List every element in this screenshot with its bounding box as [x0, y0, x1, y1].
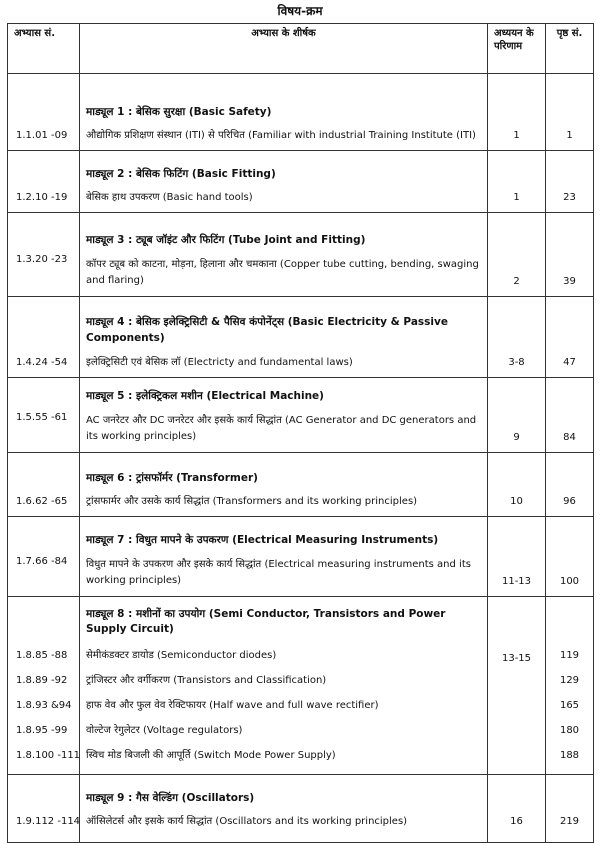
exercise-number: 1.2.10 -19 [8, 151, 80, 213]
page-number: 119 [559, 650, 580, 661]
module-row [8, 775, 594, 843]
module-cell [80, 453, 488, 517]
module-heading: माड्यूल 3 : ट्यूब जॉइंट और फिटिंग (Tube Joint and Fitting) [86, 233, 366, 246]
module-row [8, 517, 594, 597]
exercise-number: 1.5.55 -61 [8, 378, 80, 453]
module-row [8, 213, 594, 297]
page-number: 1 [546, 74, 594, 151]
page-number: 188 [559, 750, 580, 761]
module-cell [80, 151, 488, 213]
header-learning-outcome: अध्ययन के परिणाम [488, 24, 546, 74]
exercise-number: 1.6.62 -65 [8, 453, 80, 517]
module-row [8, 297, 594, 378]
module-cell [80, 597, 488, 775]
learning-outcome: 1 [488, 74, 546, 151]
page-number: 219 [546, 775, 594, 843]
module-heading: माड्यूल 6 : ट्रांसफॉर्मर (Transformer) [86, 472, 258, 485]
module-heading: माड्यूल 2 : बेसिक फिटिंग (Basic Fitting) [86, 168, 276, 181]
module-cell [80, 517, 488, 597]
page-number: 47 [546, 297, 594, 378]
learning-outcome: 2 [488, 213, 546, 297]
module-cell [80, 378, 488, 453]
page-number: 165 [559, 700, 580, 711]
module-heading: माड्यूल 7 : विधुत मापने के उपकरण (Electrical Measuring Instruments) [86, 533, 439, 546]
module-row [8, 151, 594, 213]
learning-outcome: 9 [488, 378, 546, 453]
page-number: 96 [546, 453, 594, 517]
module-row [8, 378, 594, 453]
subject-text: वोल्टेज रेगुलेटर (Voltage regulators) [86, 725, 243, 736]
learning-outcome: 16 [488, 775, 546, 843]
exercise-number: 1.4.24 -54 [8, 297, 80, 378]
module-cell [80, 297, 488, 378]
learning-outcome: 3-8 [488, 297, 546, 378]
learning-outcome: 1 [488, 151, 546, 213]
subject-text: बेसिक हाथ उपकरण (Basic hand tools) [86, 191, 253, 203]
contents-table [7, 23, 594, 843]
page-number-group [546, 597, 594, 775]
subject-text: AC जनरेटर और DC जनरेटर और इसके कार्य सिद्धांत (AC Generator and DC generators and its working principles) [86, 415, 477, 442]
page-number: 84 [546, 378, 594, 453]
exercise-number: 1.1.01 -09 [8, 74, 80, 151]
header-page-no: पृष्ठ सं. [546, 24, 594, 74]
subject-text: हाफ वेव और फुल वेव रेक्टिफायर (Half wave and full wave rectifier) [86, 700, 379, 711]
exercise-number: 1.8.100 -111 [16, 750, 81, 761]
module-heading: माड्यूल 1 : बेसिक सुरक्षा (Basic Safety) [86, 106, 272, 119]
exercise-number: 1.8.89 -92 [16, 675, 68, 686]
learning-outcome: 13-15 [488, 597, 546, 775]
module-row [8, 74, 594, 151]
exercise-number: 1.8.93 &94 [16, 700, 72, 711]
page-number: 39 [546, 213, 594, 297]
module-heading: माड्यूल 8 : मशीनों का उपयोग (Semi Conductor, Transistors and Power Supply Circuit) [86, 607, 446, 635]
exercise-number: 1.7.66 -84 [8, 517, 80, 597]
exercise-number-group [8, 597, 80, 775]
page-number: 23 [546, 151, 594, 213]
header-exercise-no: अभ्यास सं. [8, 24, 80, 74]
subject-text: औद्योगिक प्रशिक्षण संस्थान (ITI) से परिचित (Familiar with industrial Training Institute (ITI) [86, 129, 476, 141]
module-heading: माड्यूल 9 : गैस वेल्डिंग (Oscillators) [86, 792, 255, 805]
page-title: विषय-क्रम [277, 4, 323, 18]
subject-text: सेमीकंडक्टर डायोड (Semiconductor diodes) [86, 650, 277, 661]
exercise-number: 1.9.112 -114 [8, 775, 80, 843]
subject-text: कॉपर ट्यूब को काटना, मोड़ना, हिलाना और चमकाना (Copper tube cutting, bending, swaging and flaring) [86, 259, 479, 286]
subject-text: इलेक्ट्रिसिटी एवं बेसिक लॉ (Electricty and fundamental laws) [86, 356, 353, 368]
page-number: 129 [559, 675, 580, 686]
exercise-number: 1.8.85 -88 [16, 650, 68, 661]
module-row [8, 453, 594, 517]
learning-outcome: 11-13 [488, 517, 546, 597]
module-heading: माड्यूल 5 : इलेक्ट्रिकल मशीन (Electrical Machine) [86, 389, 324, 402]
module-row [8, 597, 594, 775]
subject-text: ट्रांसफार्मर और उसके कार्य सिद्धांत (Transformers and its working principles) [86, 495, 418, 507]
subject-text: स्विच मोड बिजली की आपूर्ति (Switch Mode Power Supply) [86, 750, 336, 761]
header-exercise-title: अभ्यास के शीर्षक [80, 24, 488, 74]
module-cell [80, 213, 488, 297]
subject-text: ट्रांजिस्टर और वर्गीकरण (Transistors and Classification) [86, 675, 327, 686]
page-number: 100 [546, 517, 594, 597]
module-cell [80, 775, 488, 843]
subject-text: विधुत मापने के उपकरण और इसके कार्य सिद्धांत (Electrical measuring instruments and its working principles) [86, 559, 471, 586]
exercise-number: 1.8.95 -99 [16, 725, 68, 736]
exercise-number: 1.3.20 -23 [8, 213, 80, 297]
header-row [8, 24, 594, 74]
learning-outcome: 10 [488, 453, 546, 517]
module-cell [80, 74, 488, 151]
module-heading: माड्यूल 4 : बेसिक इलेक्ट्रिसिटी & पैसिव कंपोनेंट्स (Basic Electricity & Passive Components) [86, 315, 448, 345]
page-number: 180 [559, 725, 580, 736]
subject-text: ऑसिलेटर्स और इसके कार्य सिद्धांत (Oscillators and its working principles) [86, 815, 408, 827]
